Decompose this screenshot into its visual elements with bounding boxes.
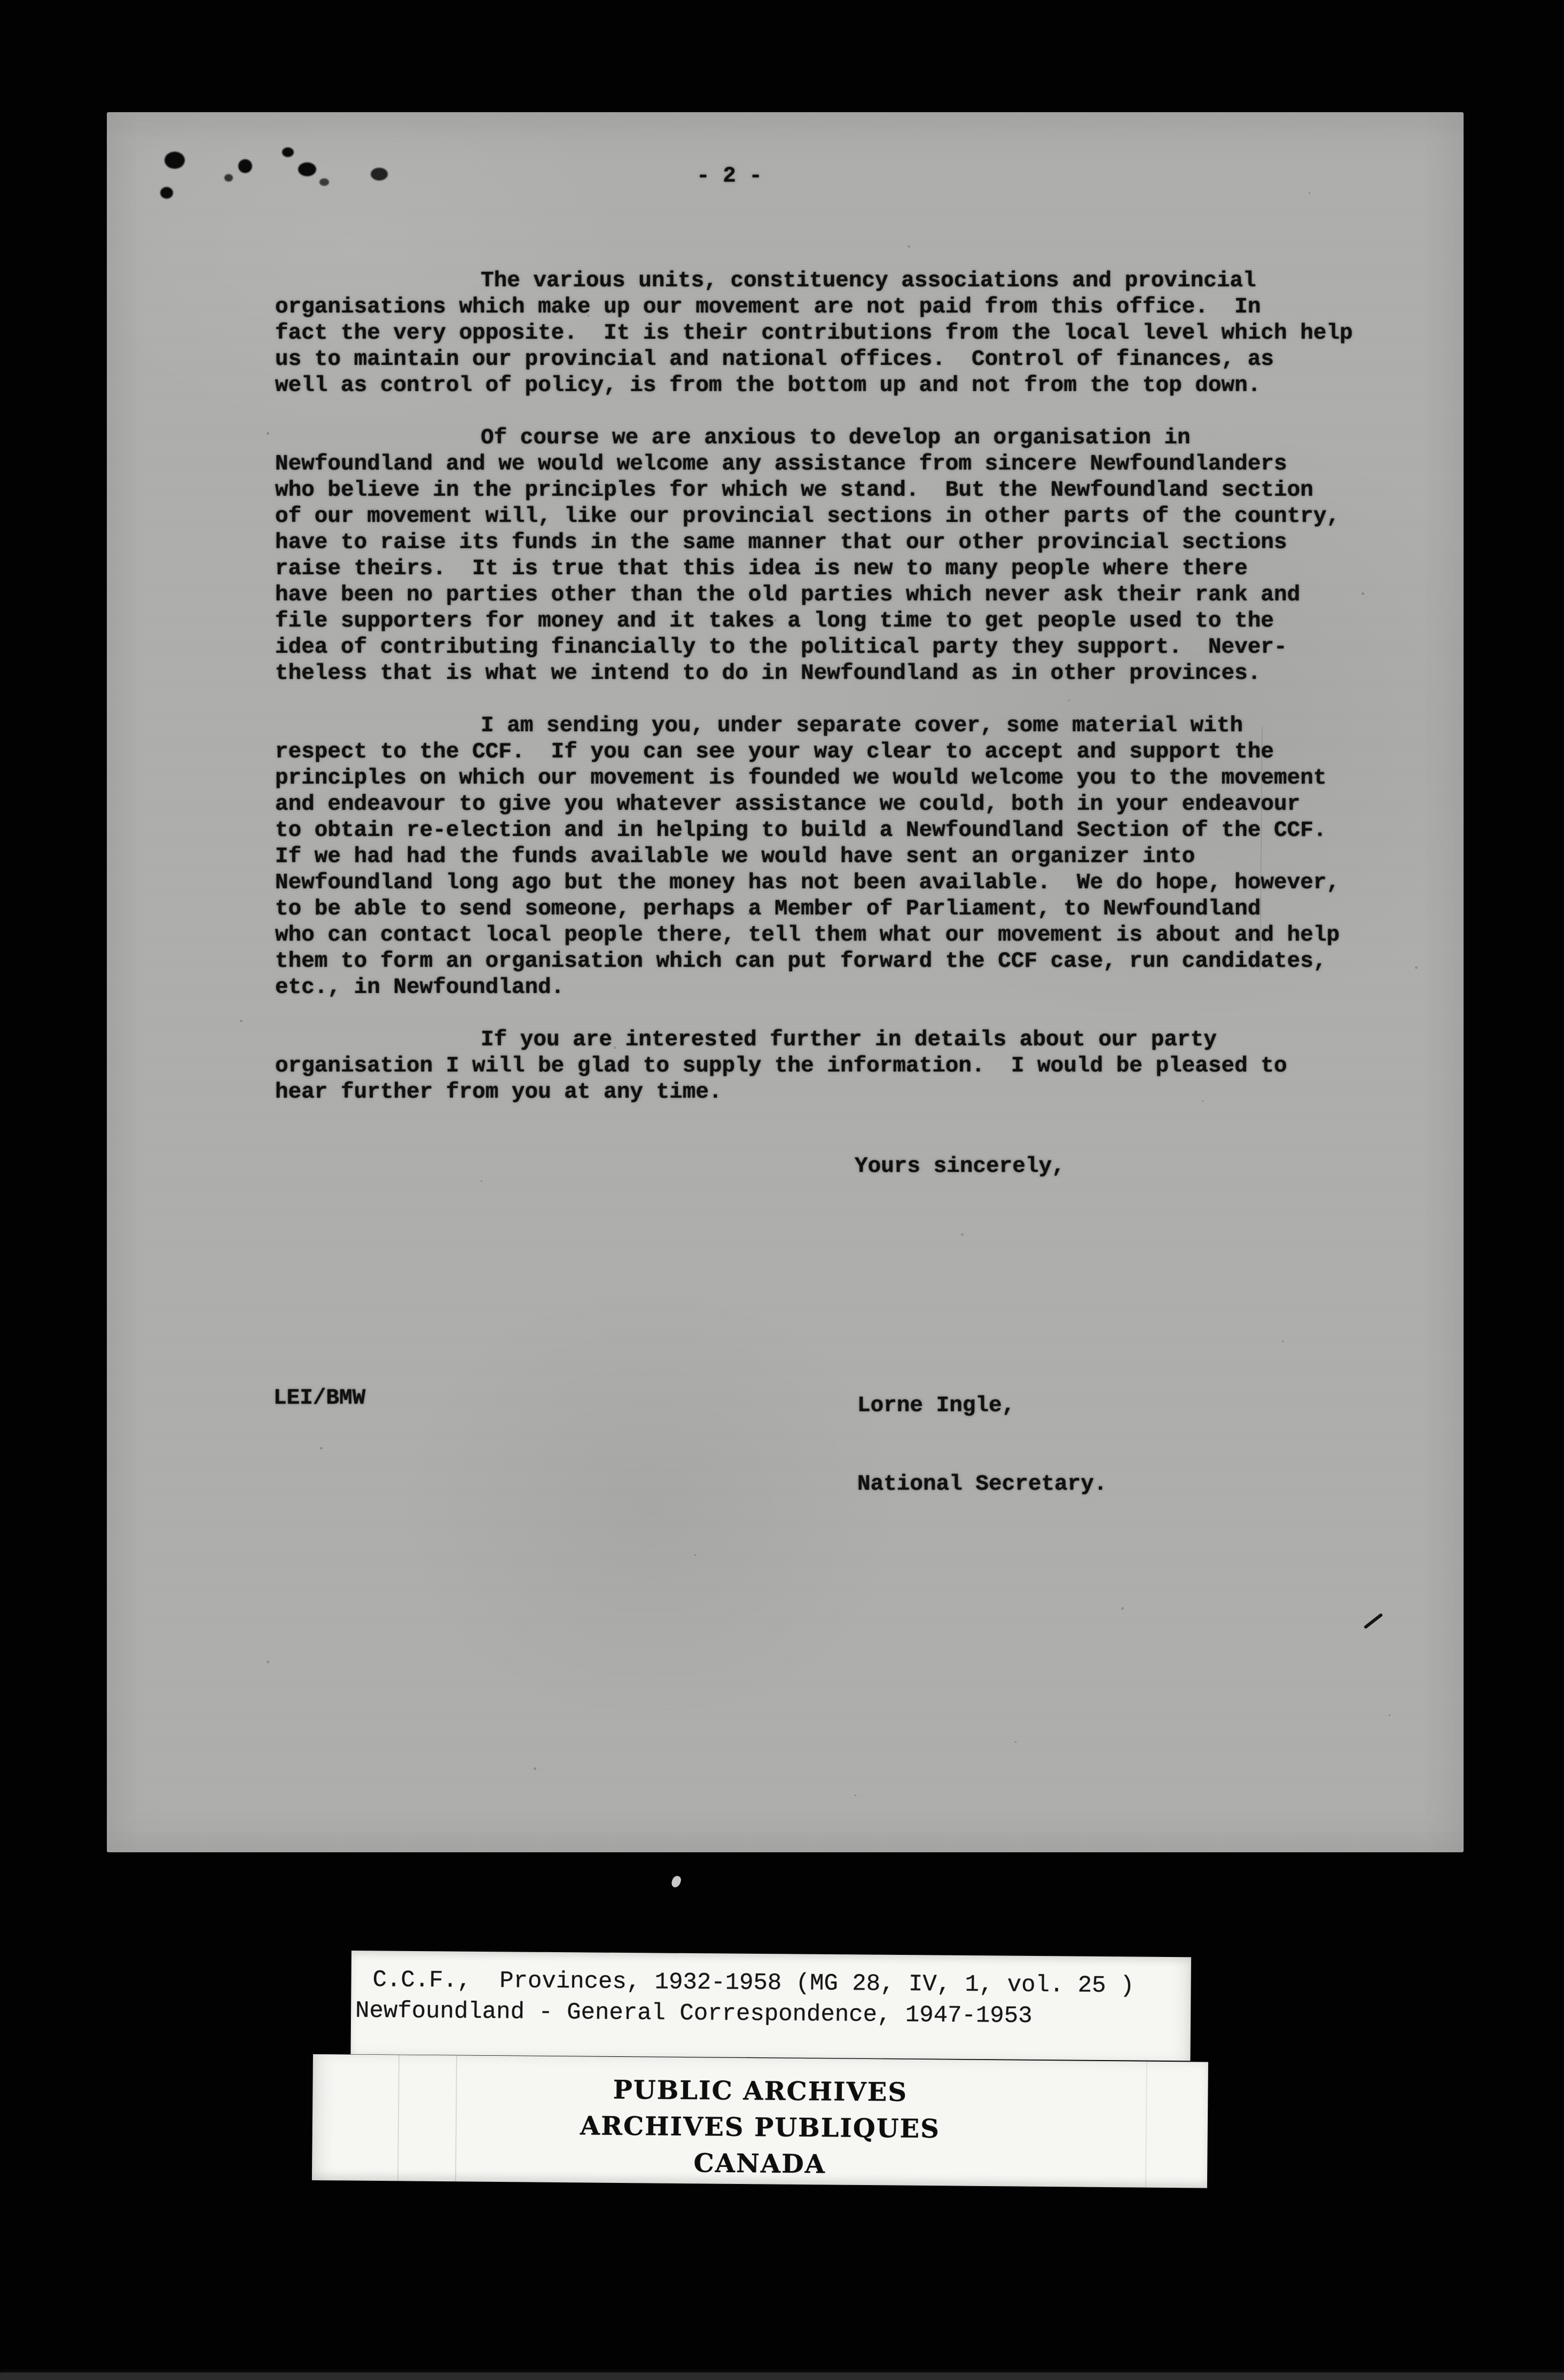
letter-line: organisation I will be glad to supply the information. I would be pleased to	[275, 1054, 1287, 1078]
letter-line: If we had had the funds available we would have sent an organizer into	[275, 844, 1195, 869]
dust-speck	[670, 1875, 682, 1889]
letter-line: to be able to send someone, perhaps a Member of Parliament, to Newfoundland	[275, 897, 1261, 921]
page-number: - 2 -	[697, 164, 763, 189]
letter-line: theless that is what we intend to do in Newfoundland as in other provinces.	[275, 661, 1261, 686]
letter-line: have to raise its funds in the same manner that our other provincial sections	[275, 530, 1287, 555]
letter-paragraph	[275, 425, 1389, 687]
letter-line: of our movement will, like our provincial sections in other parts of the country,	[275, 504, 1340, 529]
letter-paragraph	[275, 713, 1389, 1001]
ink-blot	[298, 162, 316, 176]
archive-reference-label	[350, 1951, 1191, 2061]
ink-blot	[160, 187, 173, 199]
letter-line: principles on which our movement is founded we would welcome you to the movement	[275, 766, 1327, 790]
letter-line: them to form an organisation which can put forward the CCF case, run candidates,	[275, 949, 1327, 974]
letter-line: hear further from you at any time.	[275, 1080, 722, 1105]
reference-initials: LEI/BMW	[273, 1386, 366, 1411]
letter-line: file supporters for money and it takes a long time to get people used to the	[275, 609, 1274, 633]
letter-line: raise theirs. It is true that this idea is new to many people where there	[275, 557, 1248, 581]
signature-title: National Secretary.	[857, 1472, 1107, 1497]
letter-line: to obtain re-election and in helping to build a Newfoundland Section of the CCF.	[275, 818, 1327, 843]
signature-name: Lorne Ingle,	[857, 1393, 1015, 1418]
letter-line: I am sending you, under separate cover, some material with	[481, 714, 1244, 738]
letter-line: The various units, constituency associations and provincial	[481, 269, 1256, 293]
letter-line: well as control of policy, is from the bottom up and not from the top down.	[275, 373, 1261, 398]
letter-paragraph	[275, 268, 1389, 399]
ink-blot	[238, 159, 252, 173]
ink-blot	[282, 147, 294, 157]
letter-line: idea of contributing financially to the political party they support. Never-	[275, 635, 1287, 660]
letter-line: who can contact local people there, tell them what our movement is about and help	[275, 923, 1340, 948]
ink-blot	[371, 168, 388, 181]
letter-line: us to maintain our provincial and national offices. Control of finances, as	[275, 347, 1274, 372]
letter-line: and endeavour to give you whatever assistance we could, both in your endeavour	[275, 792, 1301, 817]
letter-paragraph	[275, 1027, 1389, 1106]
reference-line-2: Newfoundland - General Correspondence, 1947-1953	[355, 1998, 1033, 2030]
letter-line: Newfoundland and we would welcome any assistance from sincere Newfoundlanders	[275, 452, 1287, 476]
letter-line: who believe in the principles for which we stand. But the Newfoundland section	[275, 478, 1313, 503]
public-archives-label	[312, 2054, 1208, 2188]
ink-blot	[165, 152, 185, 169]
stamp-line-1: PUBLIC ARCHIVES	[613, 2074, 908, 2108]
letter-body	[275, 268, 1389, 1132]
ink-blot	[224, 174, 233, 182]
letter-line: respect to the CCF. If you can see your way clear to accept and support the	[275, 740, 1274, 764]
letter-line: fact the very opposite. It is their contributions from the local level which help	[275, 321, 1353, 346]
pen-mark	[1364, 1613, 1383, 1630]
closing: Yours sincerely,	[855, 1154, 1065, 1179]
scan-bottom-edge	[0, 2373, 1564, 2380]
letter-line: Newfoundland long ago but the money has not been available. We do hope, however,	[275, 871, 1340, 895]
letter-page	[107, 112, 1464, 1852]
signature-block	[857, 1341, 1107, 1550]
letter-line: etc., in Newfoundland.	[275, 975, 565, 1000]
stamp-line-2: ARCHIVES PUBLIQUES	[580, 2111, 941, 2144]
letter-line: Of course we are anxious to develop an organisation in	[481, 426, 1191, 450]
stamp-line-3: CANADA	[693, 2148, 826, 2180]
reference-line-1: C.C.F., Provinces, 1932-1958 (MG 28, IV, 1, vol. 25 )	[372, 1967, 1135, 2000]
letter-line: have been no parties other than the old parties which never ask their rank and	[275, 583, 1301, 607]
letter-line: If you are interested further in details about our party	[481, 1028, 1217, 1052]
paper-speckles	[107, 112, 108, 114]
letter-line: organisations which make up our movement are not paid from this office. In	[275, 295, 1261, 319]
ink-blot	[319, 178, 329, 186]
